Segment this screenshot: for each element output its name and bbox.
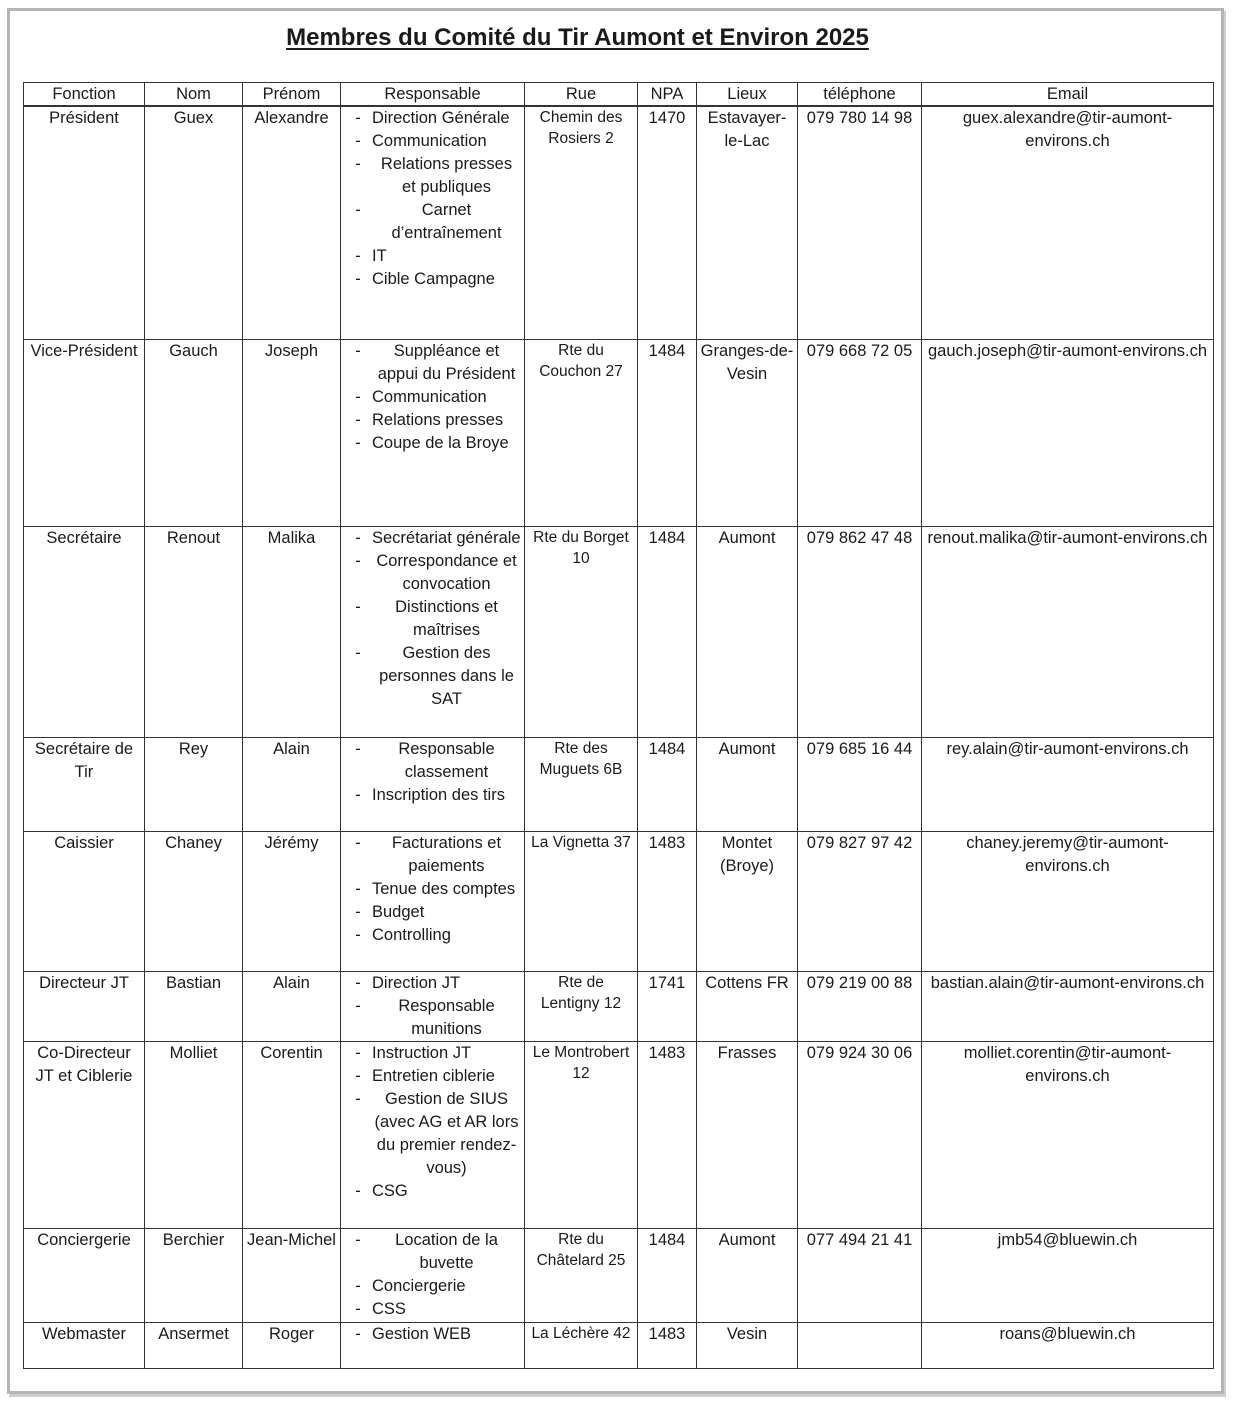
list-item: [344, 245, 521, 268]
cell-telephone: 079 780 14 98: [798, 106, 922, 339]
responsibility-text: Entretien ciblerie: [372, 1066, 495, 1085]
responsibility-list: [344, 832, 521, 947]
cell-responsable: [341, 1228, 525, 1322]
list-item: [344, 878, 521, 901]
cell-npa: 1484: [638, 737, 697, 831]
table-row: [24, 737, 1214, 831]
header-row: [24, 83, 1214, 107]
cell-lieux: Aumont: [697, 526, 798, 737]
responsibility-text: Secrétariat générale: [372, 528, 521, 547]
responsibility-text: IT: [372, 247, 387, 265]
bullet-dash: -: [355, 739, 361, 758]
table-row: [24, 1228, 1214, 1322]
header-telephone: téléphone: [798, 83, 922, 107]
list-item: [344, 738, 521, 784]
cell-responsable: [341, 339, 525, 526]
bullet-dash: -: [355, 833, 361, 852]
bullet-dash: -: [355, 551, 361, 570]
table-row: [24, 339, 1214, 526]
responsibility-text: Distinctions et maîtrises: [395, 597, 498, 639]
table-row: [24, 1041, 1214, 1228]
cell-prenom: Jérémy: [243, 831, 341, 971]
table-row: [24, 526, 1214, 737]
responsibility-text: Instruction JT: [372, 1043, 472, 1062]
bullet-dash: -: [355, 1181, 361, 1200]
bullet-dash: -: [355, 996, 361, 1015]
cell-rue: Rte du Châtelard 25: [525, 1228, 638, 1322]
bullet-dash: -: [355, 879, 361, 898]
cell-email: chaney.jeremy@tir-aumont-environs.ch: [922, 831, 1214, 971]
cell-npa: 1741: [638, 971, 697, 1041]
cell-responsable: [341, 831, 525, 971]
table-row: [24, 1322, 1214, 1368]
cell-nom: Berchier: [145, 1228, 243, 1322]
responsibility-text: Correspondance et convocation: [376, 551, 517, 593]
cell-fonction: Secrétaire: [24, 526, 145, 737]
responsibility-list: [344, 527, 521, 711]
responsibility-text: Budget: [372, 902, 425, 921]
cell-prenom: Joseph: [243, 339, 341, 526]
cell-fonction: Conciergerie: [24, 1228, 145, 1322]
cell-email: gauch.joseph@tir-aumont-environs.ch: [922, 339, 1214, 526]
responsibility-text: Suppléance et appui du Président: [377, 341, 516, 383]
list-item: [344, 268, 521, 291]
cell-npa: 1470: [638, 106, 697, 339]
cell-responsable: [341, 737, 525, 831]
bullet-dash: -: [355, 597, 361, 616]
cell-lieux: Estavayer-le-Lac: [697, 106, 798, 339]
bullet-dash: -: [355, 1299, 361, 1318]
list-item: [344, 409, 521, 432]
table-row: [24, 106, 1214, 339]
bullet-dash: -: [355, 433, 361, 452]
cell-npa: 1483: [638, 1322, 697, 1368]
list-item: [344, 107, 521, 130]
bullet-dash: -: [355, 973, 361, 992]
list-item: [344, 832, 521, 878]
bullet-dash: -: [355, 387, 361, 406]
header-lieux: Lieux: [697, 83, 798, 107]
list-item: [344, 1180, 521, 1203]
list-item: [344, 784, 521, 807]
cell-telephone: 079 219 00 88: [798, 971, 922, 1041]
responsibility-text: Relations presses et publiques: [380, 155, 513, 196]
table-row: [24, 971, 1214, 1041]
list-item: [344, 340, 521, 386]
responsibility-list: [344, 972, 521, 1041]
cell-responsable: [341, 1322, 525, 1368]
responsibility-text: Tenue des comptes: [372, 879, 516, 898]
responsibility-text: Responsable munitions: [398, 996, 495, 1038]
responsibility-text: Direction Générale: [372, 109, 510, 127]
cell-responsable: [341, 526, 525, 737]
cell-lieux: Vesin: [697, 1322, 798, 1368]
cell-prenom: Jean-Michel: [243, 1228, 341, 1322]
cell-prenom: Corentin: [243, 1041, 341, 1228]
list-item: [344, 1298, 521, 1321]
cell-rue: Rte du Couchon 27: [525, 339, 638, 526]
cell-nom: Molliet: [145, 1041, 243, 1228]
cell-rue: La Léchère 42: [525, 1322, 638, 1368]
cell-prenom: Roger: [243, 1322, 341, 1368]
list-item: [344, 199, 521, 245]
bullet-dash: -: [355, 1276, 361, 1295]
responsibility-text: Facturations et paiements: [391, 833, 502, 875]
bullet-dash: -: [355, 201, 361, 219]
responsibility-list: [344, 107, 521, 291]
cell-lieux: Aumont: [697, 737, 798, 831]
cell-email: rey.alain@tir-aumont-environs.ch: [922, 737, 1214, 831]
cell-nom: Ansermet: [145, 1322, 243, 1368]
cell-npa: 1484: [638, 339, 697, 526]
cell-nom: Rey: [145, 737, 243, 831]
header-fonction: Fonction: [24, 83, 145, 107]
responsibility-text: Responsable classement: [398, 739, 495, 781]
cell-fonction: Président: [24, 106, 145, 339]
responsibility-text: CSS: [372, 1299, 406, 1318]
committee-table: [23, 82, 1214, 1369]
table-row: [24, 831, 1214, 971]
list-item: [344, 1229, 521, 1275]
bullet-dash: -: [355, 132, 361, 150]
list-item: [344, 1088, 521, 1180]
cell-fonction: Secrétaire de Tir: [24, 737, 145, 831]
responsibility-text: CSG: [372, 1181, 408, 1200]
cell-email: guex.alexandre@tir-aumont-environs.ch: [922, 106, 1214, 339]
list-item: [344, 1065, 521, 1088]
cell-rue: Rte des Muguets 6B: [525, 737, 638, 831]
cell-telephone: 077 494 21 41: [798, 1228, 922, 1322]
list-item: [344, 972, 521, 995]
cell-fonction: Caissier: [24, 831, 145, 971]
bullet-dash: -: [355, 528, 361, 547]
cell-prenom: Malika: [243, 526, 341, 737]
list-item: [344, 550, 521, 596]
cell-telephone: 079 685 16 44: [798, 737, 922, 831]
responsibility-list: [344, 738, 521, 807]
list-item: [344, 901, 521, 924]
cell-prenom: Alexandre: [243, 106, 341, 339]
cell-telephone: 079 862 47 48: [798, 526, 922, 737]
bullet-dash: -: [355, 785, 361, 804]
header-npa: NPA: [638, 83, 697, 107]
cell-nom: Gauch: [145, 339, 243, 526]
list-item: [344, 153, 521, 199]
responsibility-list: [344, 1042, 521, 1203]
cell-npa: 1483: [638, 1041, 697, 1228]
cell-npa: 1484: [638, 526, 697, 737]
header-responsable: Responsable: [341, 83, 525, 107]
cell-email: renout.malika@tir-aumont-environs.ch: [922, 526, 1214, 737]
list-item: [344, 596, 521, 642]
list-item: [344, 1323, 521, 1346]
responsibility-text: Relations presses: [372, 410, 504, 429]
list-item: [344, 924, 521, 947]
cell-email: bastian.alain@tir-aumont-environs.ch: [922, 971, 1214, 1041]
list-item: [344, 1275, 521, 1298]
list-item: [344, 130, 521, 153]
list-item: [344, 642, 521, 711]
cell-email: jmb54@bluewin.ch: [922, 1228, 1214, 1322]
list-item: [344, 386, 521, 409]
cell-telephone: 079 827 97 42: [798, 831, 922, 971]
cell-npa: 1484: [638, 1228, 697, 1322]
responsibility-text: Gestion WEB: [372, 1324, 472, 1343]
bullet-dash: -: [355, 643, 361, 662]
responsibility-text: Gestion de SIUS (avec AG et AR lors du premier rendez-vous): [374, 1089, 519, 1177]
cell-email: molliet.corentin@tir-aumont-environs.ch: [922, 1041, 1214, 1228]
bullet-dash: -: [355, 1066, 361, 1085]
cell-lieux: Cottens FR: [697, 971, 798, 1041]
cell-telephone: [798, 1322, 922, 1368]
cell-responsable: [341, 106, 525, 339]
cell-rue: Chemin des Rosiers 2: [525, 106, 638, 339]
bullet-dash: -: [355, 270, 361, 288]
bullet-dash: -: [355, 155, 361, 173]
header-rue: Rue: [525, 83, 638, 107]
bullet-dash: -: [355, 925, 361, 944]
cell-fonction: Webmaster: [24, 1322, 145, 1368]
cell-email: roans@bluewin.ch: [922, 1322, 1214, 1368]
responsibility-text: Communication: [372, 132, 487, 150]
bullet-dash: -: [355, 1324, 361, 1343]
cell-nom: Guex: [145, 106, 243, 339]
responsibility-list: [344, 340, 521, 455]
cell-nom: Chaney: [145, 831, 243, 971]
cell-responsable: [341, 971, 525, 1041]
cell-rue: Le Montrobert 12: [525, 1041, 638, 1228]
responsibility-list: [344, 1323, 521, 1346]
cell-lieux: Frasses: [697, 1041, 798, 1228]
bullet-dash: -: [355, 341, 361, 360]
responsibility-text: Location de la buvette: [395, 1230, 498, 1272]
list-item: [344, 1042, 521, 1065]
list-item: [344, 527, 521, 550]
cell-prenom: Alain: [243, 737, 341, 831]
list-item: [344, 432, 521, 455]
responsibility-text: Gestion des personnes dans le SAT: [379, 643, 514, 708]
cell-fonction: Vice-Président: [24, 339, 145, 526]
cell-rue: La Vignetta 37: [525, 831, 638, 971]
responsibility-text: Inscription des tirs: [372, 785, 505, 804]
cell-telephone: 079 668 72 05: [798, 339, 922, 526]
bullet-dash: -: [355, 1089, 361, 1108]
cell-lieux: Montet (Broye): [697, 831, 798, 971]
responsibility-text: Coupe de la Broye: [372, 433, 509, 452]
cell-telephone: 079 924 30 06: [798, 1041, 922, 1228]
responsibility-text: Carnet d’entraînement: [391, 201, 502, 242]
header-nom: Nom: [145, 83, 243, 107]
responsibility-text: Cible Campagne: [372, 270, 495, 288]
bullet-dash: -: [355, 1043, 361, 1062]
responsibility-text: Controlling: [372, 925, 451, 944]
bullet-dash: -: [355, 109, 361, 127]
cell-prenom: Alain: [243, 971, 341, 1041]
list-item: [344, 995, 521, 1041]
bullet-dash: -: [355, 247, 361, 265]
responsibility-text: Conciergerie: [372, 1276, 466, 1295]
cell-responsable: [341, 1041, 525, 1228]
bullet-dash: -: [355, 1230, 361, 1249]
cell-lieux: Granges-de-Vesin: [697, 339, 798, 526]
document-title: Membres du Comité du Tir Aumont et Environ 2025: [286, 24, 869, 51]
cell-lieux: Aumont: [697, 1228, 798, 1322]
cell-nom: Renout: [145, 526, 243, 737]
cell-npa: 1483: [638, 831, 697, 971]
header-email: Email: [922, 83, 1214, 107]
cell-nom: Bastian: [145, 971, 243, 1041]
cell-rue: Rte de Lentigny 12: [525, 971, 638, 1041]
cell-fonction: Directeur JT: [24, 971, 145, 1041]
bullet-dash: -: [355, 902, 361, 921]
cell-rue: Rte du Borget 10: [525, 526, 638, 737]
cell-fonction: Co-Directeur JT et Ciblerie: [24, 1041, 145, 1228]
responsibility-text: Direction JT: [372, 973, 461, 992]
responsibility-list: [344, 1229, 521, 1321]
bullet-dash: -: [355, 410, 361, 429]
responsibility-text: Communication: [372, 387, 487, 406]
header-prenom: Prénom: [243, 83, 341, 107]
